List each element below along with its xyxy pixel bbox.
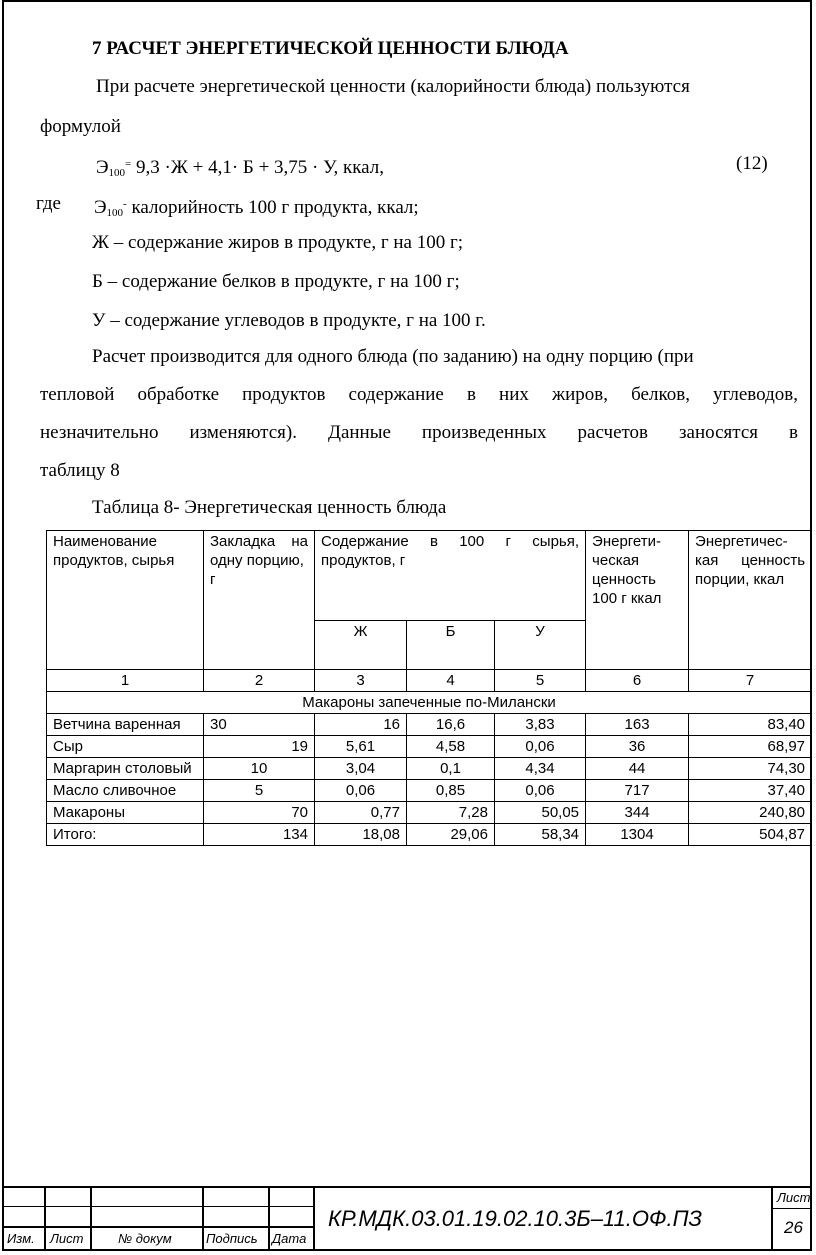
- col-number: 6: [586, 670, 689, 692]
- total-fat: 18,08: [315, 824, 407, 846]
- dish-row: [47, 692, 812, 714]
- energy-portion-cell: 37,40: [689, 780, 812, 802]
- energy-portion-cell: 83,40: [689, 714, 812, 736]
- intro-line-2: формулой: [40, 116, 121, 137]
- document-code: КР.МДК.03.01.19.02.10.3Б–11.ОФ.ПЗ: [328, 1206, 703, 1231]
- energy-100g-cell: 344: [586, 802, 689, 824]
- col-number: 2: [204, 670, 315, 692]
- total-carbs: 58,34: [495, 824, 586, 846]
- stamp-label-date: Дата: [272, 1231, 307, 1246]
- stamp-label-sign: Подпись: [206, 1231, 258, 1246]
- stamp-top-border: [2, 1186, 810, 1188]
- header-carbs: У: [495, 621, 586, 670]
- para2-line-3: незначительно изменяются). Данные произведенных расчетов заносятся в: [40, 422, 798, 443]
- total-row: [47, 824, 812, 846]
- portion-cell: 19: [204, 736, 315, 758]
- table-row: [47, 802, 812, 824]
- title-block: [2, 1186, 812, 1251]
- col-number: 1: [47, 670, 204, 692]
- carbs-cell: 3,83: [495, 714, 586, 736]
- header-name: Наименование продуктов, сырья: [47, 531, 204, 670]
- portion-cell: 70: [204, 802, 315, 824]
- section-heading: 7 РАСЧЕТ ЭНЕРГЕТИЧЕСКОЙ ЦЕННОСТИ БЛЮДА: [92, 38, 569, 59]
- stamp-label-doc: № докум: [118, 1231, 172, 1246]
- sheet-label: Лист: [777, 1190, 811, 1205]
- energy-portion-cell: 68,97: [689, 736, 812, 758]
- fat-cell: 16: [315, 714, 407, 736]
- para2-line-4: таблицу 8: [40, 460, 120, 481]
- header-energy-100g: Энергети- ческая ценность 100 г ккал: [586, 531, 689, 670]
- stamp-col-line: [44, 1186, 46, 1250]
- fat-cell: 3,04: [315, 758, 407, 780]
- stamp-col-line: [268, 1186, 270, 1250]
- header-portion: Закладка на одну порцию, г: [204, 531, 315, 670]
- where-definition: [94, 193, 419, 224]
- product-name: Макароны: [47, 802, 204, 824]
- product-name: Масло сливочное: [47, 780, 204, 802]
- stamp-col-line: [202, 1186, 204, 1250]
- formula-subscript: 100: [108, 167, 126, 179]
- para2-line-1: Расчет производится для одного блюда (по заданию) на одну порцию (при: [92, 346, 694, 367]
- header-content: Содержание в 100 г сырья, продуктов, г: [315, 531, 586, 621]
- header-fat: Ж: [315, 621, 407, 670]
- carbs-definition: У – содержание углеводов в продукте, г на 100 г.: [92, 310, 486, 331]
- dish-name: Макароны запеченные по-Милански: [47, 692, 812, 714]
- stamp-label-izm: Изм.: [7, 1231, 35, 1246]
- para2-line-2: тепловой обработке продуктов содержание в них жиров, белков, углеводов,: [40, 384, 798, 405]
- formula: [96, 153, 384, 184]
- energy-100g-cell: 717: [586, 780, 689, 802]
- carbs-cell: 0,06: [495, 736, 586, 758]
- table-row: [47, 780, 812, 802]
- table-row: [47, 736, 812, 758]
- where-symbol: Э: [94, 197, 107, 218]
- protein-cell: 0,1: [407, 758, 495, 780]
- energy-table: [46, 530, 812, 846]
- energy-100g-cell: 163: [586, 714, 689, 736]
- protein-definition: Б – содержание белков в продукте, г на 100 г;: [92, 271, 460, 292]
- col-number: 4: [407, 670, 495, 692]
- where-superscript: -: [123, 198, 127, 210]
- carbs-cell: 50,05: [495, 802, 586, 824]
- header-protein: Б: [407, 621, 495, 670]
- product-name: Маргарин столовый: [47, 758, 204, 780]
- total-label: Итого:: [47, 824, 204, 846]
- total-energy-portion: 504,87: [689, 824, 812, 846]
- table-caption: Таблица 8- Энергетическая ценность блюда: [92, 497, 447, 518]
- protein-cell: 4,58: [407, 736, 495, 758]
- total-protein: 29,06: [407, 824, 495, 846]
- where-word: где: [36, 193, 61, 214]
- total-portion: 134: [204, 824, 315, 846]
- sheet-number: 26: [784, 1218, 803, 1237]
- product-name: Ветчина варенная: [47, 714, 204, 736]
- product-name: Сыр: [47, 736, 204, 758]
- formula-number: (12): [736, 153, 768, 174]
- stamp-sheet-line: [772, 1208, 810, 1209]
- total-energy-100g: 1304: [586, 824, 689, 846]
- header-energy-portion: Энергетичес- кая ценность порции, ккал: [689, 531, 812, 670]
- portion-cell: 30: [204, 714, 315, 736]
- energy-100g-cell: 36: [586, 736, 689, 758]
- where-def-text: калорийность 100 г продукта, ккал;: [126, 197, 419, 218]
- stamp-col-line: [90, 1186, 92, 1250]
- fat-cell: 0,77: [315, 802, 407, 824]
- where-subscript: 100: [106, 207, 124, 219]
- stamp-label-list: Лист: [50, 1231, 84, 1246]
- fat-cell: 0,06: [315, 780, 407, 802]
- table-row: [47, 758, 812, 780]
- intro-line-1: При расчете энергетической ценности (калорийности блюда) пользуются: [96, 76, 690, 97]
- col-number: 7: [689, 670, 812, 692]
- col-number: 3: [315, 670, 407, 692]
- fat-definition: Ж – содержание жиров в продукте, г на 100 г;: [92, 232, 464, 253]
- carbs-cell: 0,06: [495, 780, 586, 802]
- formula-superscript: =: [125, 158, 132, 170]
- protein-cell: 7,28: [407, 802, 495, 824]
- col-number: 5: [495, 670, 586, 692]
- energy-portion-cell: 240,80: [689, 802, 812, 824]
- stamp-col-line: [771, 1186, 773, 1250]
- formula-body: 9,3 ·Ж + 4,1· Б + 3,75 · У, ккал,: [131, 157, 384, 178]
- table-number-row: [47, 670, 812, 692]
- portion-cell: 10: [204, 758, 315, 780]
- energy-portion-cell: 74,30: [689, 758, 812, 780]
- fat-cell: 5,61: [315, 736, 407, 758]
- formula-symbol: Э: [96, 157, 109, 178]
- carbs-cell: 4,34: [495, 758, 586, 780]
- stamp-col-line: [313, 1186, 315, 1250]
- portion-cell: 5: [204, 780, 315, 802]
- table-header-row: [47, 531, 812, 621]
- energy-100g-cell: 44: [586, 758, 689, 780]
- table-row: [47, 714, 812, 736]
- protein-cell: 0,85: [407, 780, 495, 802]
- protein-cell: 16,6: [407, 714, 495, 736]
